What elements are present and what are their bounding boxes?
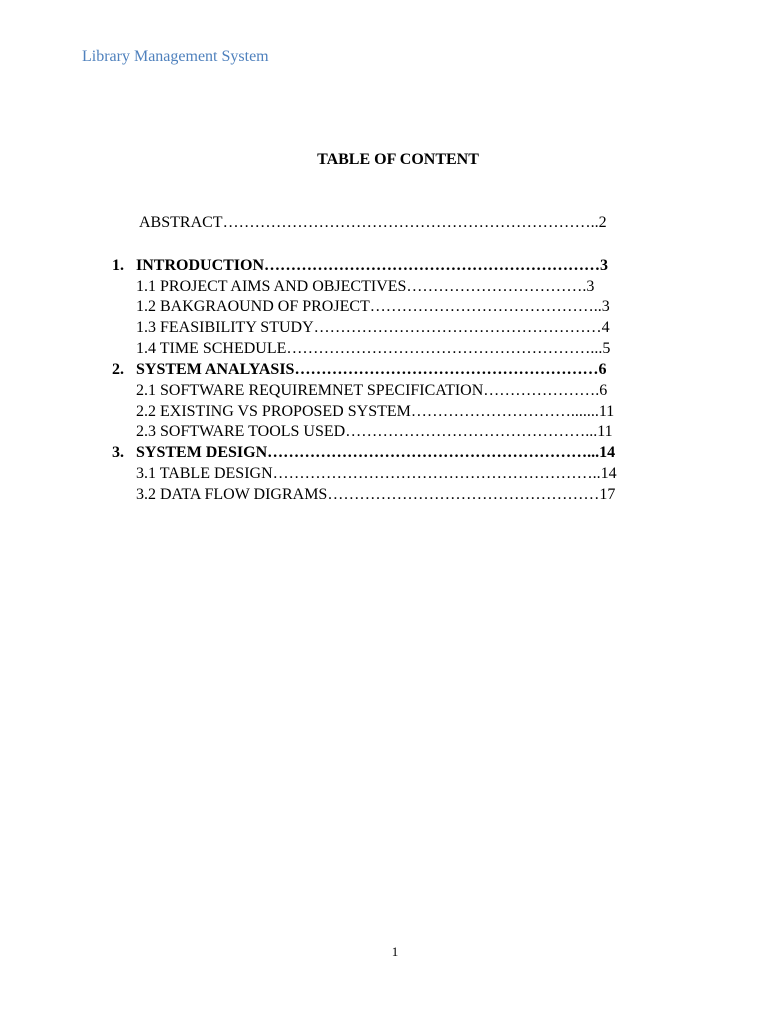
toc-entry-1-3: 1.3 FEASIBILITY STUDY………………………………………………4 — [136, 319, 610, 336]
toc-entry-2-1: 2.1 SOFTWARE REQUIREMNET SPECIFICATION………………….6 — [136, 382, 608, 399]
toc-entry-2-2: 2.2 EXISTING VS PROPOSED SYSTEM………………………….......11 — [136, 403, 615, 420]
toc-section-number-1: 1. — [112, 257, 124, 274]
toc-section-system-design: SYSTEM DESIGN……………………………………………………...14 — [136, 444, 616, 461]
toc-section-introduction: INTRODUCTION………………………………………………………3 — [136, 257, 609, 274]
document-header-title: Library Management System — [82, 48, 269, 65]
toc-entry-3-1: 3.1 TABLE DESIGN……………………………………………………..14 — [136, 465, 617, 482]
toc-entry-1-2: 1.2 BAKGRAOUND OF PROJECT……………………………………..3 — [136, 298, 610, 315]
toc-section-number-3: 3. — [112, 444, 124, 461]
toc-section-number-2: 2. — [112, 361, 124, 378]
page-number: 1 — [391, 944, 399, 959]
toc-entry-abstract: ABSTRACT……………………………………………………………..2 — [139, 214, 607, 231]
toc-entry-1-1: 1.1 PROJECT AIMS AND OBJECTIVES…………………………….3 — [136, 278, 595, 295]
toc-section-system-analysis: SYSTEM ANALYASIS…………………………………………………6 — [136, 361, 607, 378]
toc-entry-3-2: 3.2 DATA FLOW DIGRAMS……………………………………………17 — [136, 486, 616, 503]
toc-entry-2-3: 2.3 SOFTWARE TOOLS USED………………………………………...11 — [136, 423, 613, 440]
toc-heading: TABLE OF CONTENT — [317, 151, 479, 168]
toc-entry-1-4: 1.4 TIME SCHEDULE…………………………………………………...5 — [136, 340, 611, 357]
